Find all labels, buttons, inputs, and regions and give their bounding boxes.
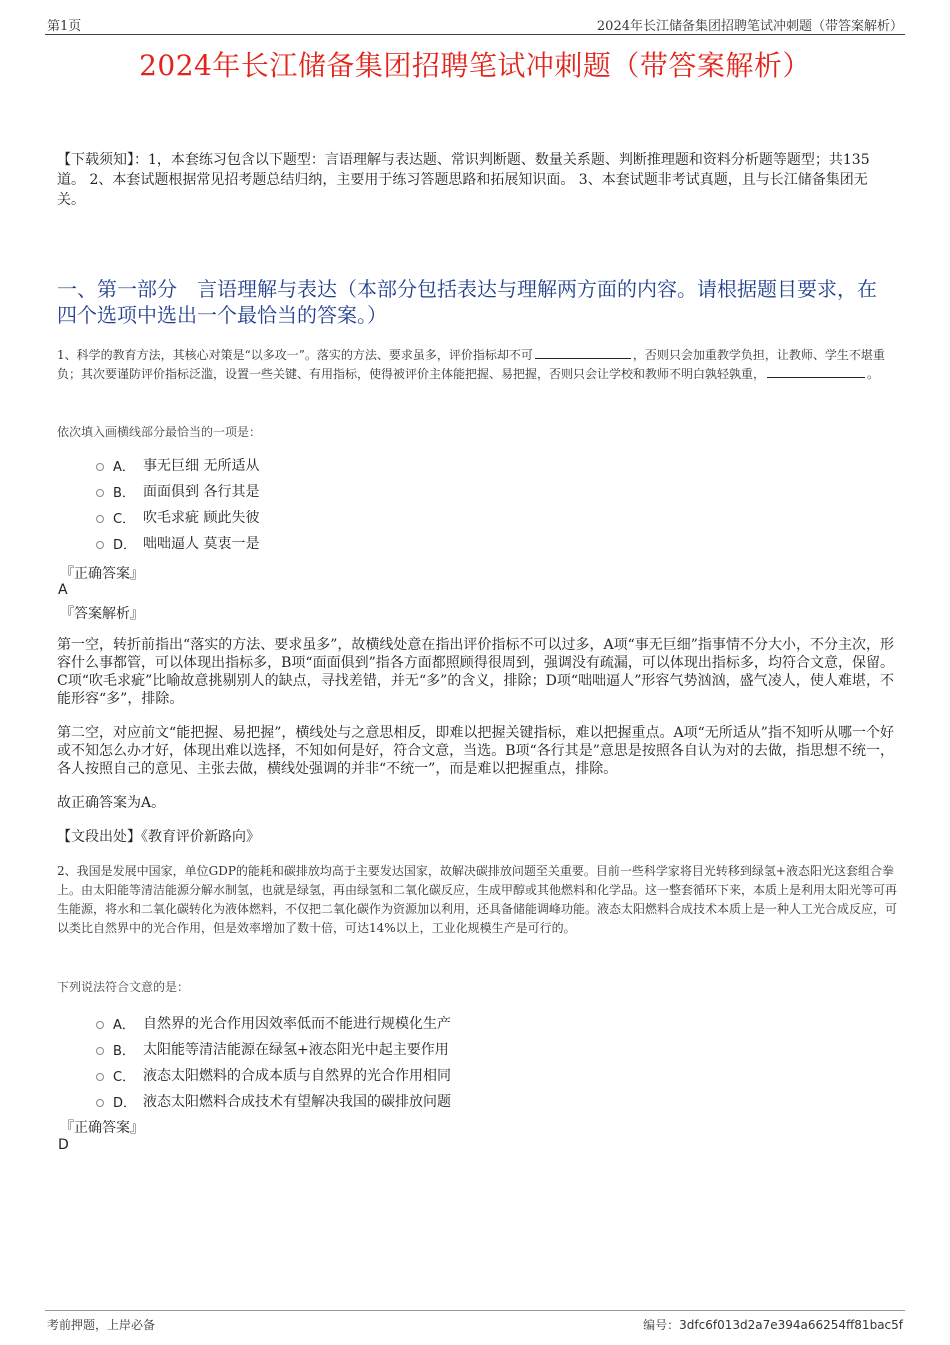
radio-button-icon[interactable]: [96, 541, 104, 549]
footer-code-value: 3dfc6f013d2a7e394a66254ff81bac5f: [679, 1318, 903, 1332]
page-number: 第1页: [47, 19, 82, 34]
option-a[interactable]: [96, 1010, 451, 1036]
radio-button-icon[interactable]: [96, 1099, 104, 1107]
radio-button-icon[interactable]: [96, 1047, 104, 1055]
fill-blank-2: [767, 365, 865, 378]
correct-answer-label: 『正确答案』: [60, 566, 144, 582]
header-doc-title: 2024年长江储备集团招聘笔试冲刺题（带答案解析）: [596, 19, 903, 34]
option-letter: B．: [113, 485, 135, 501]
option-letter: D．: [113, 1095, 137, 1111]
question-2-prompt: 下列说法符合文意的是：: [57, 980, 190, 994]
option-text: 液态太阳燃料合成技术有望解决我国的碳排放问题: [143, 1094, 451, 1110]
correct-answer-label: 『正确答案』: [60, 1120, 144, 1136]
radio-button-icon[interactable]: [96, 1073, 104, 1081]
option-d[interactable]: [96, 530, 259, 556]
option-text: 事无巨细 无所适从: [143, 458, 260, 474]
question-1-options: [96, 452, 259, 556]
document-title: 2024年长江储备集团招聘笔试冲刺题（带答案解析）: [139, 49, 811, 82]
analysis-paragraph-1: 第一空，转折前指出“落实的方法、要求虽多”，故横线处意在指出评价指标不可以过多，A项“事无巨细”指事情不分大小，不分主次，形容什么事都管，可以体现出指标多，B项“面面俱到”指各方面都照顾得很周到，强调没有疏漏，可以体现出指标多，均符合文意，保留。C项“吹毛求疵”比喻故意挑剔别人的缺点，寻找差错，并无“多”的含义，排除；D项“咄咄逼人”形容气势汹汹，盛气凌人，使人难堪，不能形容“多”，排除。: [57, 637, 894, 707]
option-letter: A．: [113, 459, 135, 475]
correct-answer-value: D: [58, 1137, 69, 1153]
radio-button-icon[interactable]: [96, 463, 104, 471]
option-text: 液态太阳燃料的合成本质与自然界的光合作用相同: [143, 1068, 451, 1084]
source-citation: 【文段出处】《教育评价新路向》: [57, 829, 260, 845]
page-footer: [45, 1310, 905, 1337]
footer-code: [643, 1316, 903, 1333]
option-text: 面面俱到 各行其是: [143, 484, 260, 500]
option-letter: C．: [113, 511, 136, 527]
option-a[interactable]: [96, 452, 259, 478]
option-letter: B．: [113, 1043, 135, 1059]
option-text: 自然界的光合作用因效率低而不能进行规模化生产: [143, 1016, 451, 1032]
option-b[interactable]: [96, 1036, 451, 1062]
option-letter: C．: [113, 1069, 136, 1085]
section-title: 一、第一部分 言语理解与表达（本部分包括表达与理解两方面的内容。请根据题目要求，在四个选项中选出一个最恰当的答案。）: [57, 277, 877, 327]
option-b[interactable]: [96, 478, 259, 504]
question-1-text-part3: 。: [867, 367, 880, 381]
option-letter: A．: [113, 1017, 135, 1033]
question-2-text: 2、我国是发展中国家，单位GDP的能耗和碳排放均高于主要发达国家，故解决碳排放问题至关重要。目前一些科学家将目光转移到绿氢+液态阳光这套组合拳上。由太阳能等清洁能源分解水制氢，也就是绿氢，再由绿氢和二氧化碳反应，生成甲醇或其他燃料和化学品。这一整套循环下来，本质上是利用太阳光等可再生能源，将水和二氧化碳转化为液体燃料，不仅把二氧化碳作为资源加以利用，还具备储能调峰功能。液态太阳燃料合成技术本质上是一种人工光合成反应，可以类比自然界中的光合作用，但是效率增加了数十倍，可达14%以上，工业化规模生产是可行的。: [57, 864, 898, 935]
question-1-prompt: 依次填入画横线部分最恰当的一项是：: [57, 425, 262, 439]
option-c[interactable]: [96, 504, 259, 530]
option-text: 吹毛求疵 顾此失彼: [143, 510, 260, 526]
footer-code-label: 编号：: [643, 1318, 680, 1332]
question-1-text: [57, 346, 902, 384]
footer-slogan: 考前押题，上岸必备: [47, 1318, 156, 1332]
question-1-text-part1: 1、科学的教育方法，其核心对策是“以多攻一”。落实的方法、要求虽多，评价指标却不可: [57, 348, 533, 362]
analysis-conclusion: 故正确答案为A。: [57, 795, 166, 811]
option-c[interactable]: [96, 1062, 451, 1088]
question-1-text-part2: ，否则只会加重教学负担，让教师、学生不堪重负；其次要谨防评价指标泛滥，设置一些关键、有用指标，使得被评价主体能把握、易把握，否则只会让学校和教师不明白孰轻孰重，: [57, 348, 885, 381]
question-2-options: [96, 1010, 451, 1114]
page-header: [45, 14, 905, 35]
radio-button-icon[interactable]: [96, 1021, 104, 1029]
option-letter: D．: [113, 537, 137, 553]
option-text: 咄咄逼人 莫衷一是: [143, 536, 260, 552]
option-text: 太阳能等清洁能源在绿氢+液态阳光中起主要作用: [143, 1042, 449, 1058]
correct-answer-value: A: [58, 582, 68, 598]
fill-blank-1: [535, 346, 631, 359]
radio-button-icon[interactable]: [96, 515, 104, 523]
analysis-label: 『答案解析』: [60, 606, 144, 622]
radio-button-icon[interactable]: [96, 489, 104, 497]
download-notice: 【下载须知】：1，本套练习包含以下题型：言语理解与表达题、常识判断题、数量关系题、判断推理题和资料分析题等题型；共135道。 2、本套试题根据常见招考题总结归纳，主要用于练习答题思路和拓展知识面。 3、本套试题非考试真题，且与长江储备集团无关。: [57, 152, 870, 208]
option-d[interactable]: [96, 1088, 451, 1114]
analysis-paragraph-2: 第二空，对应前文“能把握、易把握”，横线处与之意思相反，即难以把握关键指标，难以把握重点。A项“无所适从”指不知听从哪一个好或不知怎么办才好，体现出难以选择，不知如何是好，符合文意，当选。B项“各行其是”意思是按照各自认为对的去做，指思想不统一，各人按照自己的意见、主张去做，横线处强调的并非“不统一”，而是难以把握重点，排除。: [57, 725, 894, 777]
